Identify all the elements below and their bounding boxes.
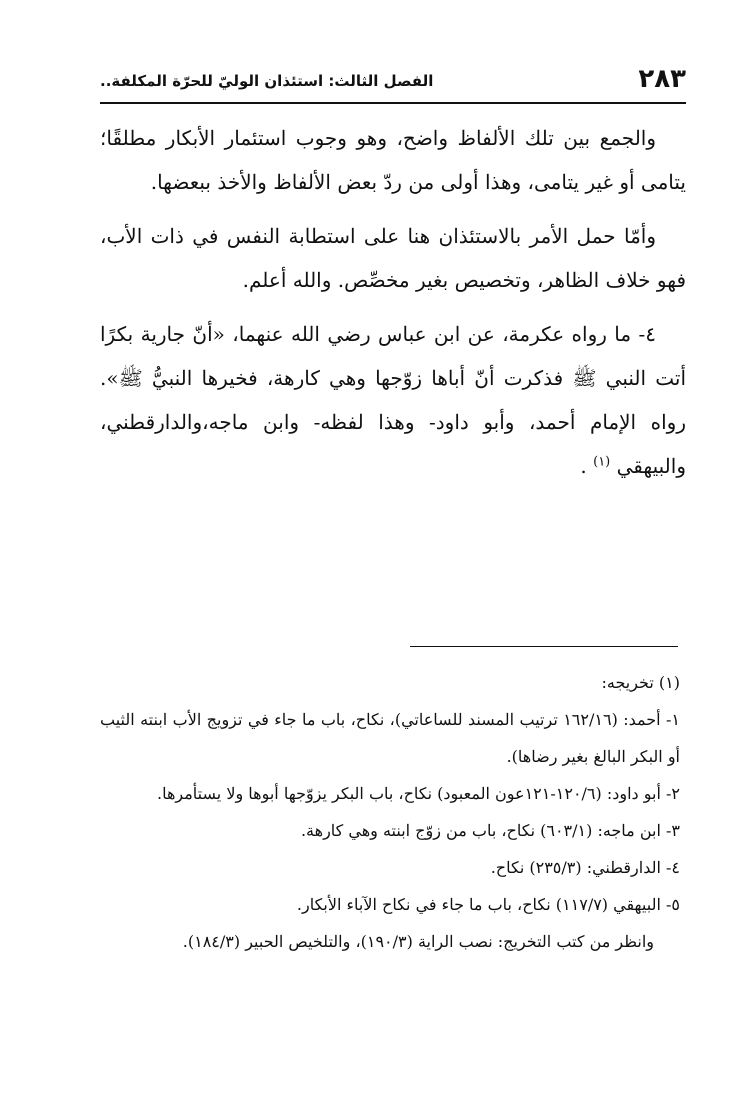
footnote-item: ٥- البيهقي (١١٧/٧) نكاح، باب ما جاء في نكاح الآباء الأبكار. xyxy=(296,895,680,914)
footnote-heading: (١) تخريجه: xyxy=(601,673,680,692)
page-number: ٢٨٣ xyxy=(638,64,686,94)
running-title: الفصل الثالث: استئذان الوليّ للحرّة المكلفة.. xyxy=(100,72,434,90)
footnote-item: ٢- أبو داود: (١٢٠/٦-١٢١عون المعبود) نكاح، باب البكر يزوّجها أبوها ولا يستأمرها. xyxy=(157,784,680,803)
main-text xyxy=(100,116,686,488)
footnote-marker: (١) xyxy=(593,454,611,470)
paragraph: والجمع بين تلك الألفاظ واضح، وهو وجوب استئمار الأبكار مطلقًا؛ يتامى أو غير يتامى، وهذا أولى من ردّ بعض الألفاظ والأخذ ببعضها. xyxy=(100,126,686,194)
page-header xyxy=(100,62,686,104)
footnote-also-see: وانظر من كتب التخريج: نصب الراية (١٩٠/٣)، والتلخيص الحبير (١٨٤/٣). xyxy=(182,932,654,951)
footnote-item: ٣- ابن ماجه: (٦٠٣/١) نكاح، باب من زوّج ابنته وهي كارهة. xyxy=(300,821,680,840)
footnote-divider xyxy=(410,646,678,647)
paragraph-text: ٤- ما رواه عكرمة، عن ابن عباس رضي الله عنهما، «أنّ جارية بكرًا أتت النبي ﷺ فذكرت أنّ أباها زوّجها وهي كارهة، فخيرها النبيُّ ﷺ». رواه الإمام أحمد، وأبو داود- وهذا لفظه- وابن ماجه،والدارقطني، والبيهقي xyxy=(100,322,686,478)
paragraph-hadith: ٤- ما رواه عكرمة، عن ابن عباس رضي الله عنهما، «أنّ جارية بكرًا أتت النبي ﷺ فذكرت أنّ أباها زوّجها وهي كارهة، فخيرها النبيُّ ﷺ». رواه الإمام أحمد، وأبو داود- وهذا لفظه- وابن ماجه،والدارقطني، والبيهقي $^{(١)}$ . xyxy=(100,322,686,478)
footnotes xyxy=(100,664,680,960)
paragraph: وأمّا حمل الأمر بالاستئذان هنا على استطابة النفس في ذات الأب، فهو خلاف الظاهر، وتخصيص بغير مخصِّص. والله أعلم. xyxy=(100,224,686,292)
footnote-item: ١- أحمد: (١٦٢/١٦ ترتيب المسند للساعاتي)، نكاح، باب ما جاء في تزويج الأب ابنته الثيب أو البكر البالغ بغير رضاها). xyxy=(100,710,680,766)
footnote-item: ٤- الدارقطني: (٢٣٥/٣) نكاح. xyxy=(490,858,680,877)
